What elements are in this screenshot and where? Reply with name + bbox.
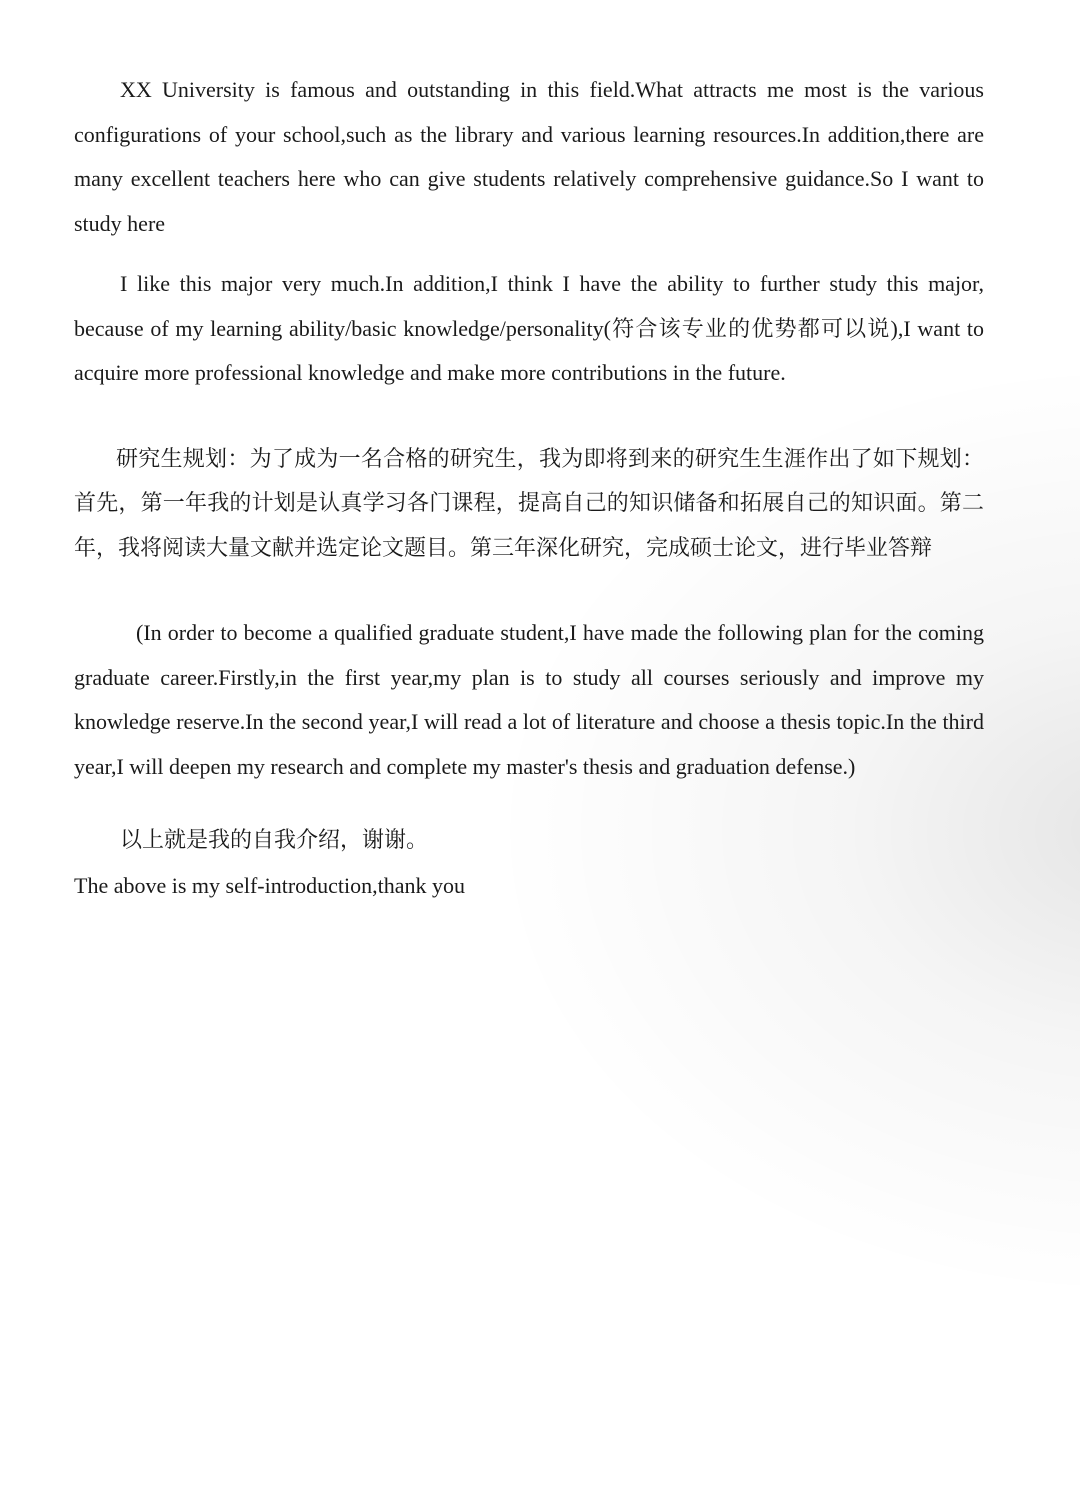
document-body [74, 68, 984, 908]
closing-line-english: The above is my self-introduction,thank you [74, 872, 466, 898]
paragraph-major-reason: I like this major very much.In addition,I think I have the ability to further study this major, because of my learning ability/basic knowledge/personality(符合该专业的优势都可以说),I want to acquire more professional knowledge and make more contributions in the future. [74, 271, 984, 385]
paragraph-graduate-plan-english: (In order to become a qualified graduate student,I have made the following plan for the coming graduate career.Firstly,in the first year,my plan is to study all courses seriously and improve my knowledge reserve.In the second year,I will read a lot of literature and choose a thesis topic.In the third year,I will deepen my research and complete my master's thesis and graduation defense.) [74, 620, 984, 779]
paragraph-graduate-plan-chinese: 研究生规划：为了成为一名合格的研究生，我为即将到来的研究生生涯作出了如下规划：首先，第一年我的计划是认真学习各门课程，提高自己的知识储备和拓展自己的知识面。第二年，我将阅读大量文献并选定论文题目。第三年深化研究，完成硕士论文，进行毕业答辩 [74, 446, 984, 561]
closing-line-chinese: 以上就是我的自我介绍，谢谢。 [120, 828, 429, 853]
paragraph-university-reason: XX University is famous and outstanding in this field.What attracts me most is the various configurations of your school,such as the library and various learning resources.In addition,there are many excellent teachers here who can give students relatively comprehensive guidance.So I want to study here [74, 77, 984, 236]
